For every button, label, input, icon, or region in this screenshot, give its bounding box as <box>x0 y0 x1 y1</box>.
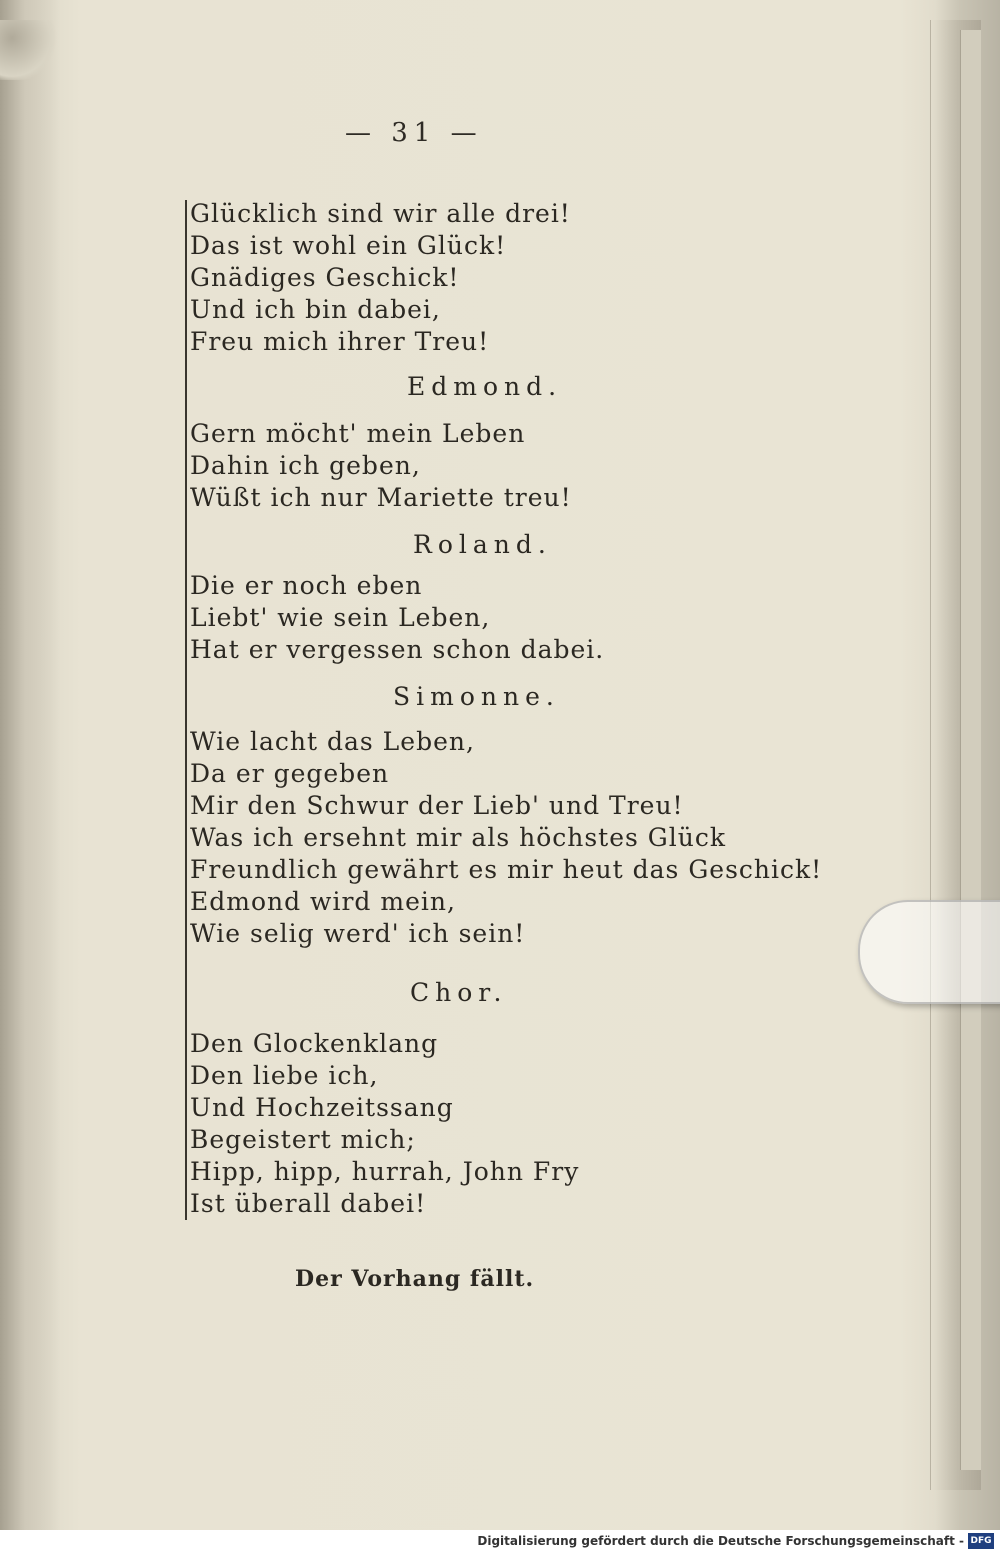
verse-line: Ist überall dabei! <box>190 1189 427 1218</box>
footer-bar <box>0 1530 1000 1553</box>
verse-line: Hat er vergessen schon dabei. <box>190 635 605 664</box>
verse-line: Wie lacht das Leben, <box>190 727 475 756</box>
speaker-name: Simonne. <box>393 682 560 711</box>
verse-line: Dahin ich geben, <box>190 451 421 480</box>
verse-line: Gnädiges Geschick! <box>190 263 460 292</box>
verse-line: Mir den Schwur der Lieb' und Treu! <box>190 791 684 820</box>
verse-line: Und ich bin dabei, <box>190 295 441 324</box>
verse-line: Das ist wohl ein Glück! <box>190 231 507 260</box>
speaker-name: Chor. <box>410 978 508 1007</box>
dfg-logo: DFG <box>968 1533 994 1549</box>
verse-line: Da er gegeben <box>190 759 390 788</box>
verse-line: Freundlich gewährt es mir heut das Geschick! <box>190 855 823 884</box>
verse-line: Liebt' wie sein Leben, <box>190 603 491 632</box>
page-text <box>175 0 915 1530</box>
verse-line: Was ich ersehnt mir als höchstes Glück <box>190 823 727 852</box>
verse-line: Wüßt ich nur Mariette treu! <box>190 483 572 512</box>
verse-line: Die er noch eben <box>190 571 423 600</box>
funding-credit: Digitalisierung gefördert durch die Deutsche Forschungsgemeinschaft - <box>477 1534 964 1548</box>
speaker-name: Roland. <box>413 530 552 559</box>
verse-line: Den liebe ich, <box>190 1061 379 1090</box>
stage-direction: Der Vorhang fällt. <box>295 1266 535 1292</box>
page-number: — 31 — <box>345 118 483 148</box>
verse-line: Edmond wird mein, <box>190 887 456 916</box>
verse-line: Und Hochzeitssang <box>190 1093 454 1122</box>
book-gutter-shadow <box>0 0 60 1530</box>
speaker-name: Edmond. <box>407 372 563 401</box>
verse-line: Den Glockenklang <box>190 1029 439 1058</box>
verse-line: Begeistert mich; <box>190 1125 416 1154</box>
stacked-page-edge <box>960 30 981 1470</box>
verse-line: Glücklich sind wir alle drei! <box>190 199 571 228</box>
verse-line: Freu mich ihrer Treu! <box>190 327 490 356</box>
verse-line: Wie selig werd' ich sein! <box>190 919 526 948</box>
verse-line: Gern möcht' mein Leben <box>190 419 526 448</box>
verse-line: Hipp, hipp, hurrah, John Fry <box>190 1157 580 1186</box>
